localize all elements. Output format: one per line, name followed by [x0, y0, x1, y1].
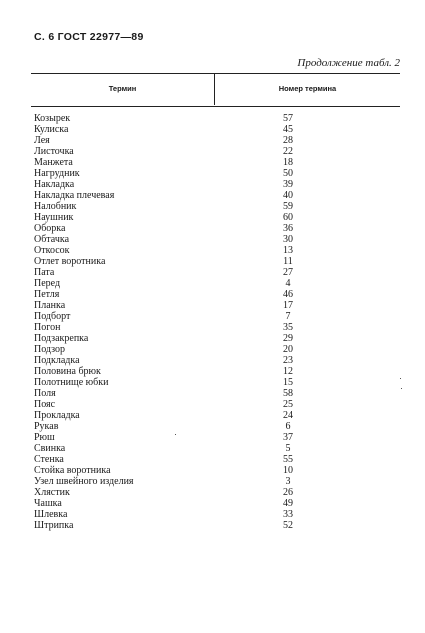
term-number: 4	[285, 278, 291, 289]
table-row	[0, 267, 425, 278]
table-row	[0, 377, 425, 388]
term-number: 13	[283, 245, 293, 256]
term-name: Наушник	[34, 212, 74, 223]
table-row	[0, 443, 425, 454]
term-number: 27	[283, 267, 293, 278]
table-row	[0, 157, 425, 168]
term-name: Хлястик	[34, 487, 70, 498]
term-number: 52	[283, 520, 293, 531]
table-row	[0, 212, 425, 223]
page-header: С. 6 ГОСТ 22977—89	[34, 31, 144, 43]
term-name: Стенка	[34, 454, 64, 465]
term-number: 58	[283, 388, 293, 399]
term-name: Кулиска	[34, 124, 69, 135]
term-number: 10	[283, 465, 293, 476]
term-number: 60	[283, 212, 293, 223]
term-name: Листочка	[34, 146, 74, 157]
table-row	[0, 289, 425, 300]
term-name: Подзор	[34, 344, 66, 355]
table-continuation-caption: Продолжение табл. 2	[297, 57, 400, 69]
term-name: Свинка	[34, 443, 66, 454]
term-name: Козырек	[34, 113, 71, 124]
table-row	[0, 366, 425, 377]
term-name: Поля	[34, 388, 56, 399]
table-row	[0, 333, 425, 344]
table-row	[0, 256, 425, 267]
table-row	[0, 168, 425, 179]
term-name: Подборт	[34, 311, 71, 322]
term-name: Узел швейного изделия	[34, 476, 134, 487]
term-number: 26	[283, 487, 293, 498]
term-number: 23	[283, 355, 293, 366]
table-row	[0, 355, 425, 366]
table-row	[0, 201, 425, 212]
term-number: 33	[283, 509, 293, 520]
table-row	[0, 487, 425, 498]
term-name: Полотнище юбки	[34, 377, 109, 388]
term-name: Отлет воротника	[34, 256, 106, 267]
term-number: 36	[283, 223, 293, 234]
term-name: Пата	[34, 267, 55, 278]
term-name: Накладка	[34, 179, 75, 190]
column-header-number: Номер термина	[278, 84, 337, 93]
table-row	[0, 300, 425, 311]
term-name: Половина брюк	[34, 366, 101, 377]
term-number: 22	[283, 146, 293, 157]
term-name: Откосок	[34, 245, 70, 256]
term-number: 18	[283, 157, 293, 168]
table-row	[0, 421, 425, 432]
table-row	[0, 278, 425, 289]
term-name: Пояс	[34, 399, 56, 410]
table-row	[0, 179, 425, 190]
term-name: Планка	[34, 300, 66, 311]
term-name: Подзакрепка	[34, 333, 89, 344]
term-name: Рукав	[34, 421, 59, 432]
term-name: Обтачка	[34, 234, 70, 245]
term-name: Шлевка	[34, 509, 68, 520]
table-row	[0, 520, 425, 531]
terms-list	[0, 113, 425, 531]
table-row	[0, 190, 425, 201]
term-name: Стойка воротника	[34, 465, 111, 476]
table-row	[0, 223, 425, 234]
term-name: Чашка	[34, 498, 62, 509]
table-row	[0, 322, 425, 333]
term-number: 30	[283, 234, 293, 245]
term-name: Рюш	[34, 432, 55, 443]
term-number: 29	[283, 333, 293, 344]
term-number: 20	[283, 344, 293, 355]
table-row	[0, 234, 425, 245]
term-number: 12	[283, 366, 293, 377]
table-row	[0, 498, 425, 509]
table-row	[0, 245, 425, 256]
table-row	[0, 311, 425, 322]
table-row	[0, 113, 425, 124]
term-number: 40	[283, 190, 293, 201]
table-row	[0, 146, 425, 157]
term-name: Оборка	[34, 223, 66, 234]
term-name: Подкладка	[34, 355, 80, 366]
table-row	[0, 135, 425, 146]
term-number: 45	[283, 124, 293, 135]
term-number: 39	[283, 179, 293, 190]
term-number: 11	[283, 256, 293, 267]
term-number: 37	[283, 432, 293, 443]
term-number: 17	[283, 300, 293, 311]
term-name: Перед	[34, 278, 61, 289]
term-name: Манжета	[34, 157, 73, 168]
table-row	[0, 454, 425, 465]
term-number: 35	[283, 322, 293, 333]
term-number: 59	[283, 201, 293, 212]
term-number: 28	[283, 135, 293, 146]
table-row	[0, 388, 425, 399]
table-row	[0, 509, 425, 520]
term-name: Петля	[34, 289, 60, 300]
term-name: Налобник	[34, 201, 77, 212]
term-name: Прокладка	[34, 410, 80, 421]
term-name: Нагрудник	[34, 168, 80, 179]
scan-speck	[400, 378, 401, 379]
table-row	[0, 124, 425, 135]
table-row	[0, 476, 425, 487]
term-name: Лея	[34, 135, 50, 146]
table-row	[0, 432, 425, 443]
table-row	[0, 344, 425, 355]
table-row	[0, 399, 425, 410]
term-number: 15	[283, 377, 293, 388]
term-name: Штрипка	[34, 520, 74, 531]
term-number: 25	[283, 399, 293, 410]
term-number: 7	[285, 311, 291, 322]
scan-speck	[175, 434, 176, 435]
term-number: 6	[285, 421, 291, 432]
table-row	[0, 410, 425, 421]
term-name: Накладка плечевая	[34, 190, 115, 201]
term-name: Погон	[34, 322, 61, 333]
term-number: 55	[283, 454, 293, 465]
column-header-term: Термин	[108, 84, 137, 93]
table-row	[0, 465, 425, 476]
scan-speck	[401, 388, 402, 389]
term-number: 5	[285, 443, 291, 454]
term-number: 3	[285, 476, 291, 487]
term-number: 24	[283, 410, 293, 421]
term-number: 49	[283, 498, 293, 509]
term-number: 57	[283, 113, 293, 124]
term-number: 46	[283, 289, 293, 300]
term-number: 50	[283, 168, 293, 179]
